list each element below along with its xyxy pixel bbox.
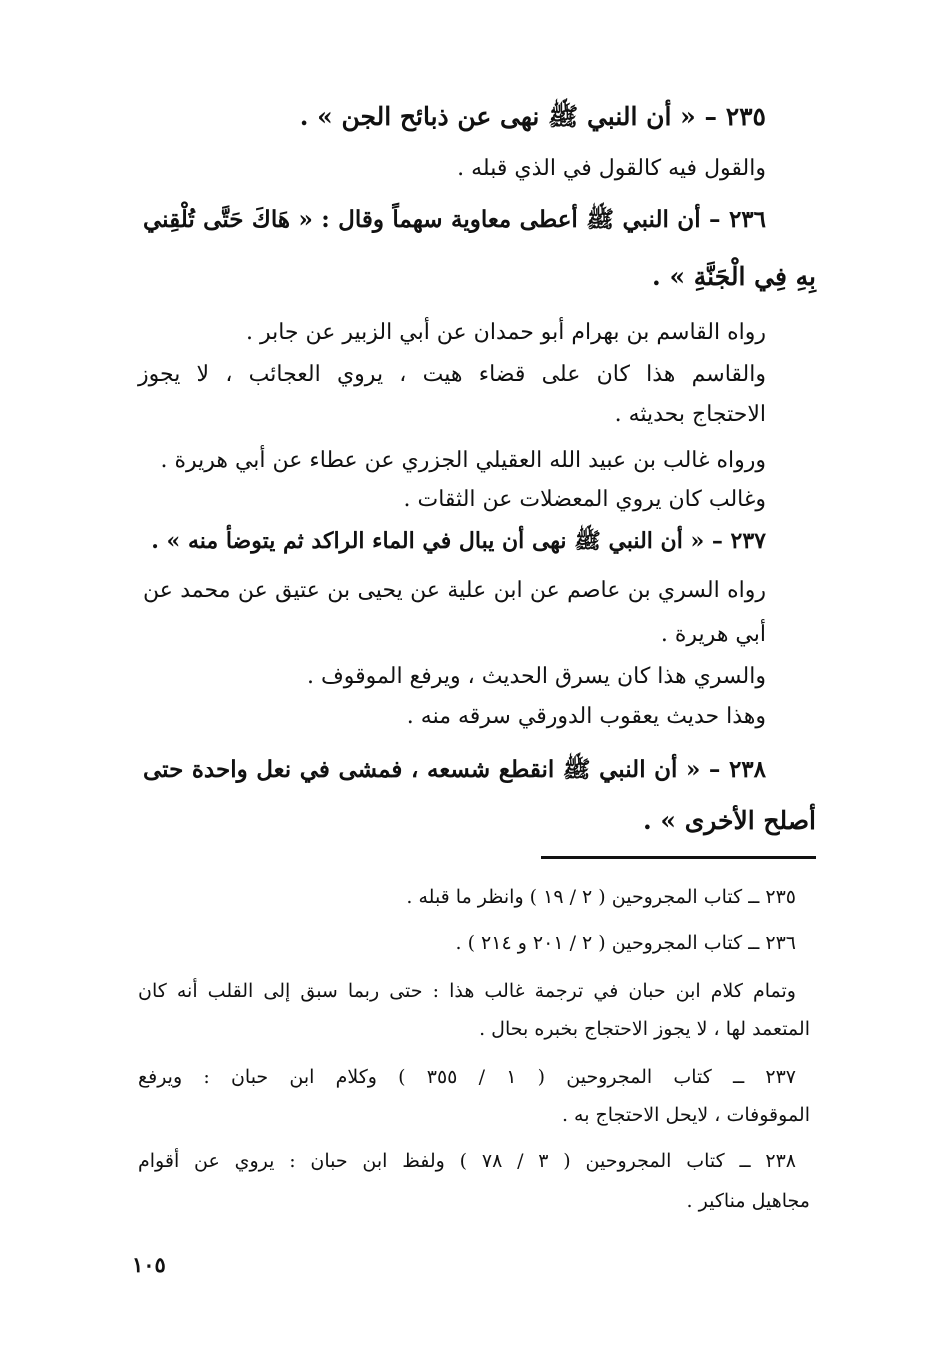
footnote-236: ٢٣٦ ــ كتاب المجروحين ( ٢ / ٢٠١ و ٢١٤ ) . [455,932,796,954]
footnote-236-note-line-1: وتمام كلام ابن حبان في ترجمة غالب هذا : حتى ربما سبق إلى القلب أنه كان [138,980,796,1002]
entry-237-body-line-2: أبي هريرة . [660,622,766,647]
entry-238-heading-line-2: أصلح الأخرى » . [642,806,816,835]
footnote-237-line-1: ٢٣٧ ــ كتاب المجروحين ( ١ / ٣٥٥ ) وكلام ابن حبان : ويرفع [138,1066,796,1088]
footnote-238-line-2: مجاهيل مناكير . [686,1190,810,1212]
entry-238-heading-line-1: ٢٣٨ – « أن النبي ﷺ انقطع شسعه ، فمشى في نعل واحدة حتى [143,756,766,783]
entry-236-body-line-1: رواه القاسم بن بهرام أبو حمدان عن أبي الزبير عن جابر . [245,320,766,345]
page-number: ١٠٥ [132,1252,166,1277]
entry-237-body-line-3: والسري هذا كان يسرق الحديث ، ويرفع الموقوف . [306,664,766,689]
footnote-237-line-2: الموقوفات ، لايحل الاحتجاج به . [561,1104,810,1126]
footnote-236-note-line-2: المتعمد لها ، لا يجوز الاحتجاج بخبره بحال . [479,1018,810,1040]
footnote-separator [541,856,816,859]
entry-236-body-line-5: وغالب كان يروي المعضلات عن الثقات . [403,487,766,512]
entry-235-heading: ٢٣٥ – « أن النبي ﷺ نهى عن ذبائح الجن » . [299,102,766,131]
entry-236-heading-line-2: بِهِ فِي الْجَنَّةِ » . [652,262,816,291]
entry-237-body-line-4: وهذا حديث يعقوب الدورقي سرقه منه . [406,704,766,729]
entry-236-body-line-3: الاحتجاج بحديثه . [614,402,766,427]
footnote-235: ٢٣٥ ــ كتاب المجروحين ( ٢ / ١٩ ) وانظر ما قبله . [406,886,796,908]
entry-237-body-line-1: رواه السري بن عاصم عن ابن علية عن يحيى بن عتيق عن محمد عن [143,578,766,603]
entry-236-body-line-2: والقاسم هذا كان على قضاء هيت ، يروي العجائب ، لا يجوز [138,362,766,387]
entry-236-body-line-4: ورواه غالب بن عبيد الله العقيلي الجزري عن عطاء عن أبي هريرة . [160,448,766,473]
entry-236-heading-line-1: ٢٣٦ – أن النبي ﷺ أعطى معاوية سهماً وقال : « هَاكَ حَتَّى تُلْقِني [143,206,766,233]
entry-235-body: والقول فيه كالقول في الذي قبله . [457,156,766,181]
footnote-238-line-1: ٢٣٨ ــ كتاب المجروحين ( ٣ / ٧٨ ) ولفظ ابن حبان : يروي عن أقوام [138,1150,797,1172]
entry-237-heading: ٢٣٧ – « أن النبي ﷺ نهى أن يبال في الماء الراكد ثم يتوضأ منه » . [151,528,766,554]
